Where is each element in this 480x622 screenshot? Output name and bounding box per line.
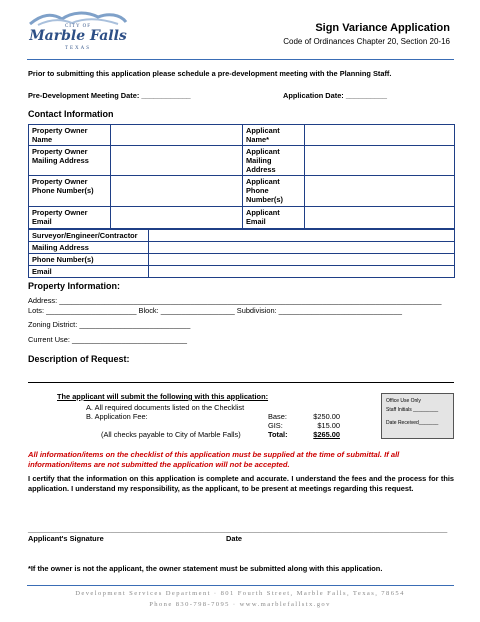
current-use-field[interactable]: Current Use: ____________________________ [28, 335, 188, 344]
staff-initials-field: Staff Initials _________ [386, 407, 439, 413]
fee-value-gis: $15.00 [317, 421, 340, 430]
surveyor-email-field[interactable] [149, 266, 455, 278]
fee-value-base: $250.00 [313, 412, 340, 421]
surveyor-field[interactable] [149, 230, 455, 242]
applicant-phone-field[interactable] [305, 176, 455, 207]
office-use-title: Office Use Only [386, 398, 421, 404]
surveyor-email-label: Email [29, 266, 149, 278]
owner-address-field[interactable] [111, 146, 243, 176]
contact-heading: Contact Information [28, 109, 114, 119]
submittal-warning: All information/items on the checklist of this application must be supplied at the time of submittal. If all information/items are not submitted the application will not be accepted. [28, 450, 400, 469]
meeting-notice: Prior to submitting this application please schedule a pre-development meeting with the Planning Staff. [28, 69, 392, 78]
footer-address: Development Services Department · 801 Fourth Street, Marble Falls, Texas, 78654 [75, 590, 405, 597]
surveyor-label: Surveyor/Engineer/Contractor [29, 230, 149, 242]
certification-text: I certify that the information on this application is complete and accurate. I understand the fees and the process for this application. I understand my responsibility, as the applicant, to be present at meetings regarding this request. [28, 474, 454, 493]
applicant-address-field[interactable] [305, 146, 455, 176]
zoning-field[interactable]: Zoning District: ___________________________ [28, 320, 191, 329]
applicant-phone-label: Applicant Phone Number(s) [243, 176, 305, 207]
logo-name-text: Marble Falls [29, 28, 127, 44]
date-label: Date [226, 534, 243, 543]
office-use-box [381, 393, 454, 439]
footer-contact: Phone 830-798-7095 · www.marblefallstx.gov [149, 601, 331, 608]
description-heading: Description of Request: [28, 354, 130, 364]
signature-line[interactable]: ______________________________________________________________________________________________________ [28, 524, 448, 533]
header-divider [27, 59, 454, 60]
surveyor-address-field[interactable] [149, 242, 455, 254]
fee-label-gis: GIS: [268, 421, 283, 430]
fee-label-total: Total: [268, 430, 288, 439]
description-line[interactable] [28, 382, 454, 383]
applicant-email-field[interactable] [305, 207, 455, 229]
fee-value-total: $265.00 [313, 430, 340, 439]
applicant-name-label: Applicant Name* [243, 125, 305, 146]
owner-statement-note: *If the owner is not the applicant, the owner statement must be submitted along with this application. [28, 564, 383, 573]
surveyor-phone-label: Phone Number(s) [29, 254, 149, 266]
owner-address-label: Property Owner Mailing Address [29, 146, 111, 176]
requirements-heading: The applicant will submit the following with this application: [57, 392, 269, 401]
surveyor-address-label: Mailing Address [29, 242, 149, 254]
owner-name-label: Property Owner Name [29, 125, 111, 146]
logo-city-text: CITY OF [64, 24, 92, 29]
checks-note: (All checks payable to City of Marble Falls) [101, 430, 241, 439]
form-subtitle: Code of Ordinances Chapter 20, Section 20-16 [283, 37, 450, 46]
applicant-name-field[interactable] [305, 125, 455, 146]
property-heading: Property Information: [28, 281, 121, 291]
date-received-field: Date Received_______ [386, 420, 439, 426]
signature-label: Applicant's Signature [28, 534, 104, 543]
owner-name-field[interactable] [111, 125, 243, 146]
requirement-b: B. Application Fee: [86, 412, 148, 421]
application-date-field[interactable]: Application Date: __________ [283, 91, 387, 100]
meeting-date-field[interactable]: Pre-Development Meeting Date: ____________ [28, 91, 191, 100]
owner-phone-label: Property Owner Phone Number(s) [29, 176, 111, 207]
applicant-email-label: Applicant Email [243, 207, 305, 229]
form-title: Sign Variance Application [315, 22, 450, 34]
owner-phone-field[interactable] [111, 176, 243, 207]
lots-block-subdivision-field[interactable]: Lots: ______________________ Block: __________________ Subdivision: ______________________________ [28, 306, 402, 315]
contact-table [28, 124, 455, 229]
requirement-a: A. All required documents listed on the Checklist [86, 403, 245, 412]
fee-label-base: Base: [268, 412, 287, 421]
address-field[interactable]: Address: _____________________________________________________________________________________________ [28, 296, 442, 305]
applicant-address-label: Applicant Mailing Address [243, 146, 305, 176]
owner-email-field[interactable] [111, 207, 243, 229]
city-logo [28, 10, 128, 58]
surveyor-table [28, 229, 455, 278]
surveyor-phone-field[interactable] [149, 254, 455, 266]
logo-state-text: TEXAS [64, 46, 92, 51]
footer-divider [27, 585, 454, 586]
owner-email-label: Property Owner Email [29, 207, 111, 229]
